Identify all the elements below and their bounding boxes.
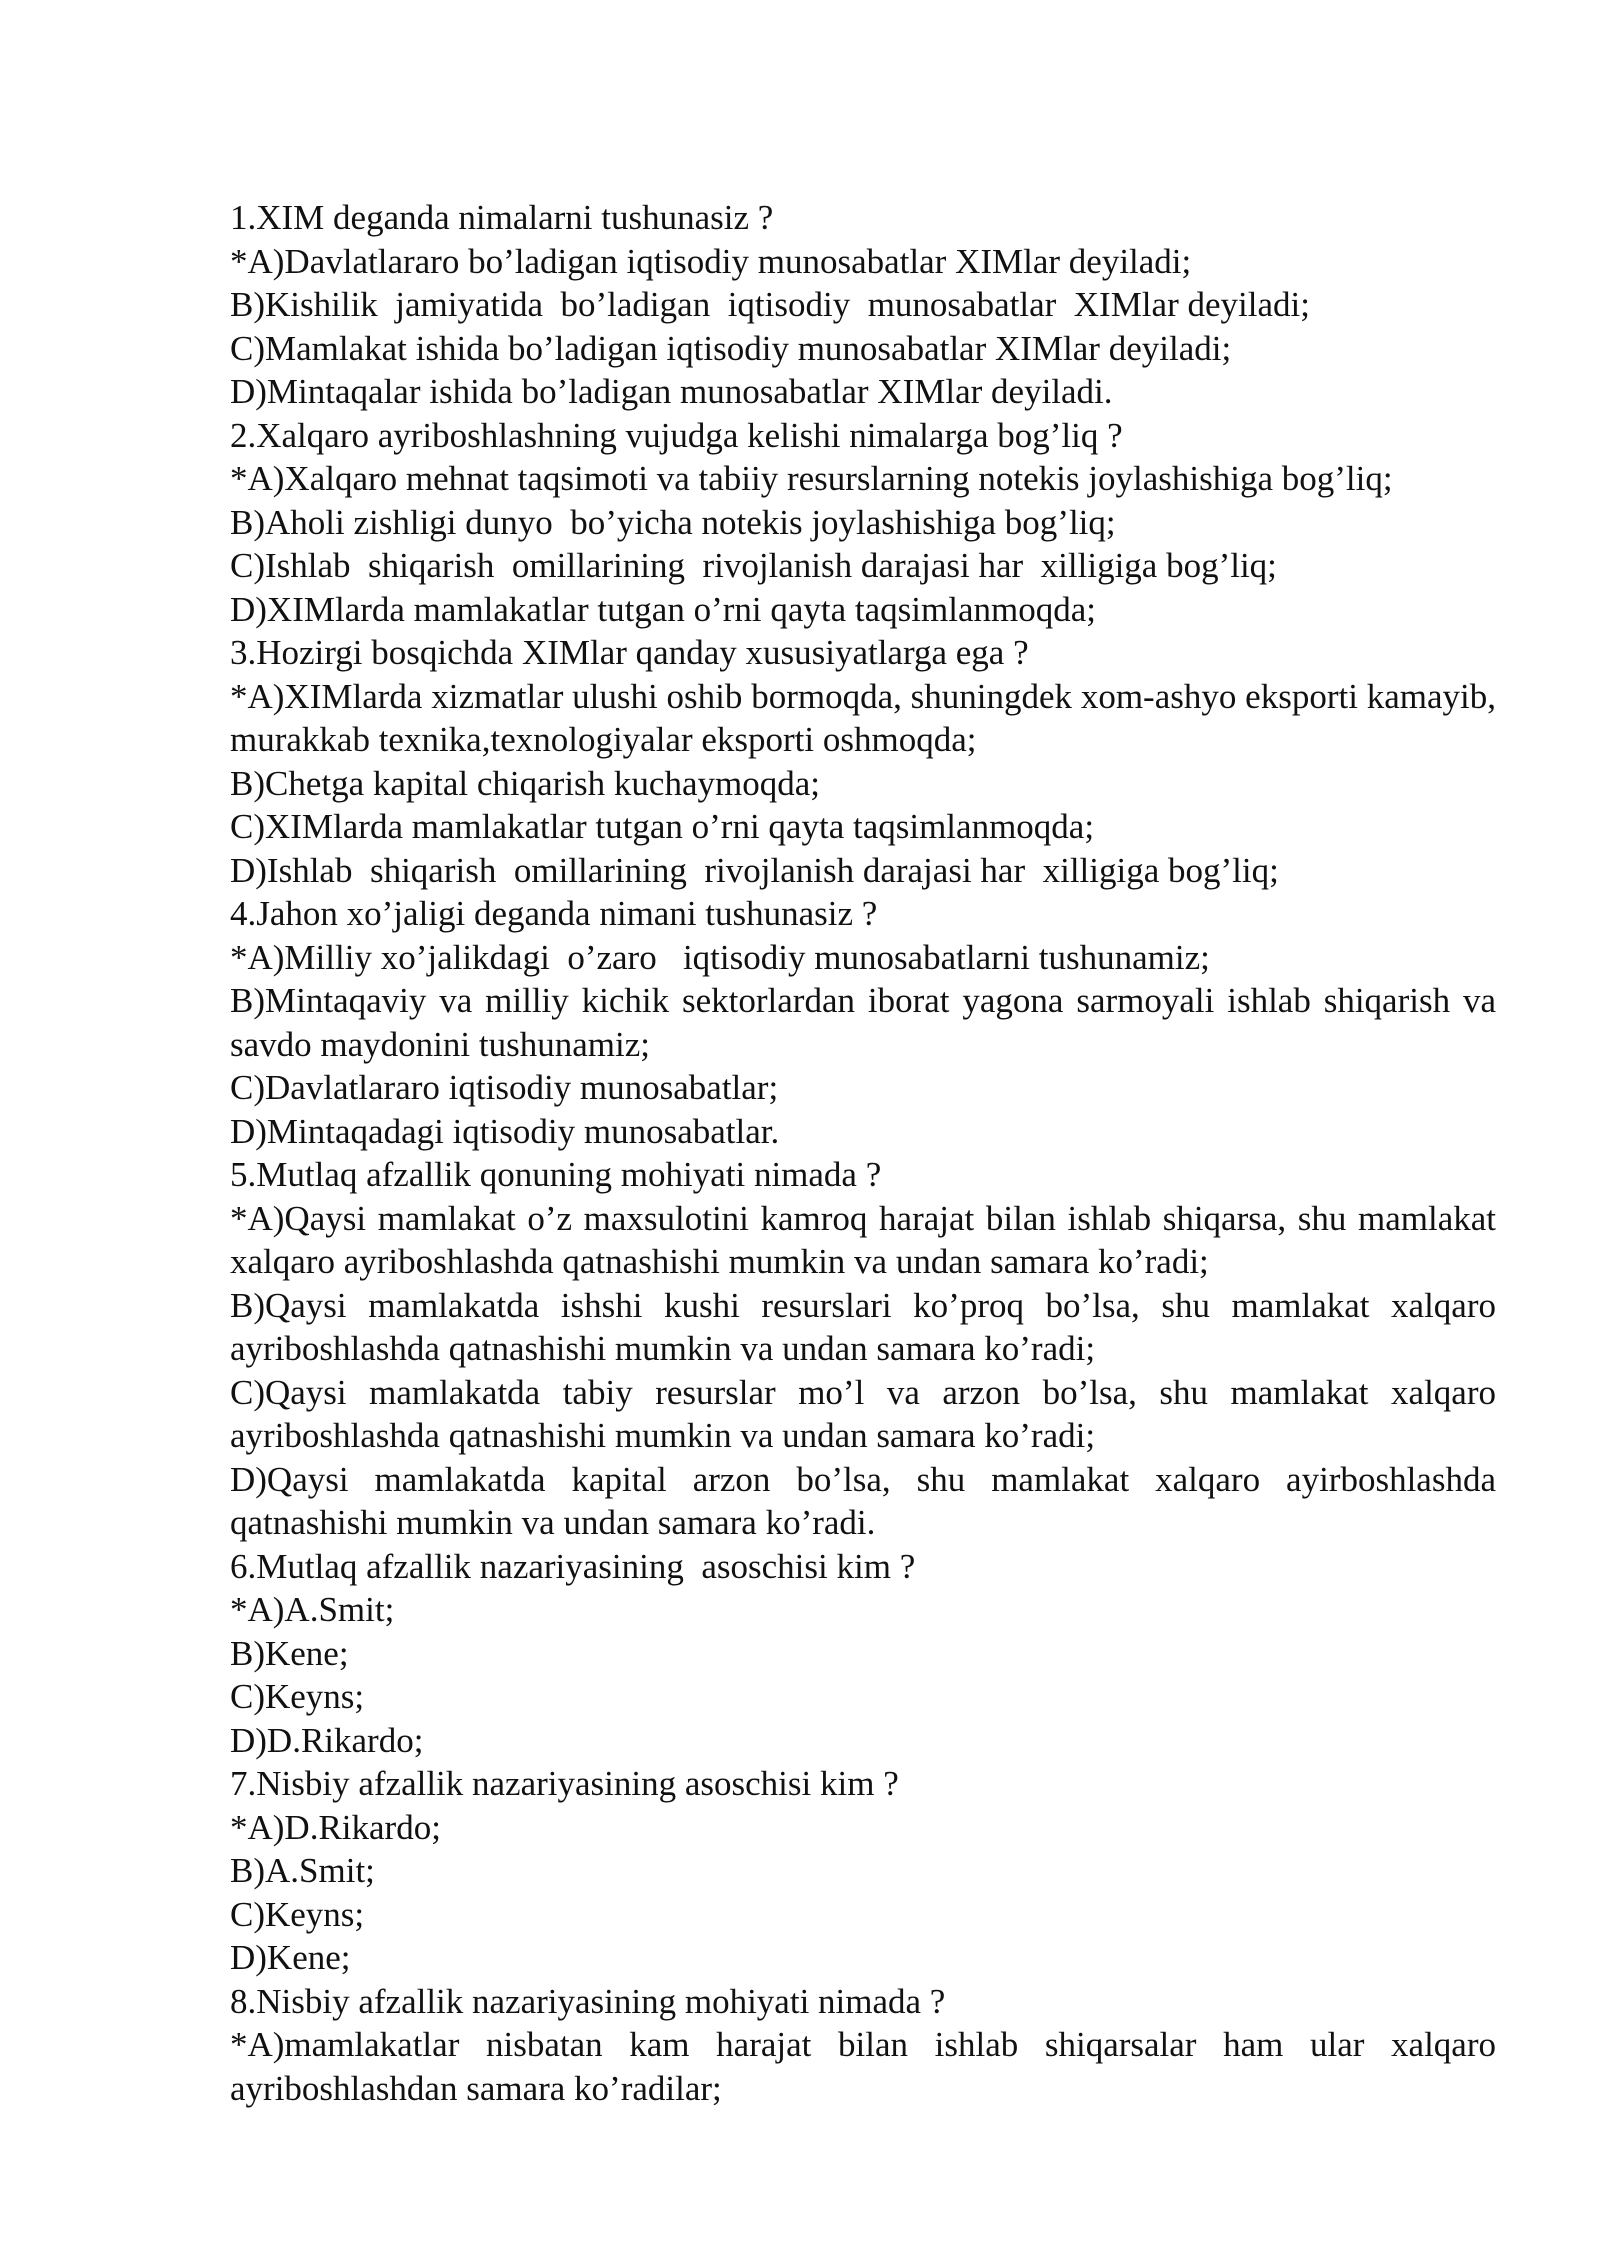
- question-text: 5.Mutlaq afzallik qonuning mohiyati nimada ?: [230, 1155, 882, 1194]
- answer-option: D)XIMlarda mamlakatlar tutgan o’rni qayta taqsimlanmoqda;: [230, 589, 1096, 629]
- answer-option: C)Keyns;: [230, 1894, 365, 1934]
- answer-option: *A)XIMlarda xizmatlar ulushi oshib bormoqda, shuningdek xom-ashyo eksporti kamayib, murakkab texnika,texnologiyalar eksporti oshmoqda;: [230, 676, 1496, 759]
- answer-option: D)Kene;: [230, 1938, 351, 1977]
- document-page: [230, 196, 1496, 2110]
- answer-option: D)Mintaqalar ishida bo’ladigan munosabatlar XIMlar deyiladi.: [230, 372, 1113, 411]
- answer-option: C)Qaysi mamlakatda tabiy resurslar mo’l va arzon bo’lsa, shu mamlakat xalqaro ayriboshlashda qatnashishi mumkin va undan samara ko’radi;: [230, 1372, 1496, 1455]
- answer-option: D)Mintaqadagi iqtisodiy munosabatlar.: [230, 1111, 780, 1151]
- answer-option: B)Chetga kapital chiqarish kuchaymoqda;: [230, 763, 820, 803]
- question-text: 6.Mutlaq afzallik nazariyasining asoschisi kim ?: [230, 1546, 916, 1586]
- answer-option: B)Kene;: [230, 1633, 349, 1673]
- answer-option: D)Ishlab shiqarish omillarining rivojlanish darajasi har xilligiga bog’liq;: [230, 850, 1279, 890]
- answer-option: *A)Davlatlararo bo’ladigan iqtisodiy munosabatlar XIMlar deyiladi;: [230, 241, 1192, 281]
- answer-option: D)D.Rikardo;: [230, 1720, 424, 1760]
- answer-option: *A)Milliy xo’jalikdagi o’zaro iqtisodiy munosabatlarni tushunamiz;: [230, 937, 1210, 977]
- answer-option: B)Kishilik jamiyatida bo’ladigan iqtisodiy munosabatlar XIMlar deyiladi;: [230, 285, 1310, 324]
- answer-option: *A)Qaysi mamlakat o’z maxsulotini kamroq harajat bilan ishlab shiqarsa, shu mamlakat xalqaro ayriboshlashda qatnashishi mumkin va undan samara ko’radi;: [230, 1198, 1496, 1281]
- question-text: 1.XIM deganda nimalarni tushunasiz ?: [230, 198, 774, 237]
- question-text: 8.Nisbiy afzallik nazariyasining mohiyati nimada ?: [230, 1981, 946, 2021]
- answer-option: *A)A.Smit;: [230, 1590, 395, 1629]
- question-text: 3.Hozirgi bosqichda XIMlar qanday xususiyatlarga ega ?: [230, 633, 1029, 672]
- answer-option: C)Davlatlararo iqtisodiy munosabatlar;: [230, 1068, 779, 1107]
- answer-option: B)Mintaqaviy va milliy kichik sektorlardan iborat yagona sarmoyali ishlab shiqarish va savdo maydonini tushunamiz;: [230, 981, 1496, 1064]
- answer-option: B)A.Smit;: [230, 1851, 375, 1890]
- answer-option: C)Keyns;: [230, 1677, 365, 1716]
- answer-option: C)Ishlab shiqarish omillarining rivojlanish darajasi har xilligiga bog’liq;: [230, 546, 1277, 585]
- answer-option: D)Qaysi mamlakatda kapital arzon bo’lsa, shu mamlakat xalqaro ayirboshlashda qatnashishi mumkin va undan samara ko’radi.: [230, 1459, 1496, 1542]
- answer-option: C)XIMlarda mamlakatlar tutgan o’rni qayta taqsimlanmoqda;: [230, 807, 1095, 846]
- answer-option: B)Aholi zishligi dunyo bo’yicha notekis joylashishiga bog’liq;: [230, 502, 1116, 542]
- answer-option: C)Mamlakat ishida bo’ladigan iqtisodiy munosabatlar XIMlar deyiladi;: [230, 328, 1232, 368]
- question-text: 4.Jahon xo’jaligi deganda nimani tushunasiz ?: [230, 894, 878, 933]
- question-text: 7.Nisbiy afzallik nazariyasining asoschisi kim ?: [230, 1764, 899, 1803]
- answer-option: *A)D.Rikardo;: [230, 1807, 441, 1847]
- answer-option: *A)Xalqaro mehnat taqsimoti va tabiiy resurslarning notekis joylashishiga bog’liq;: [230, 459, 1393, 498]
- answer-option: *A)mamlakatlar nisbatan kam harajat bilan ishlab shiqarsalar ham ular xalqaro ayriboshlashdan samara ko’radilar;: [230, 2025, 1496, 2108]
- answer-option: B)Qaysi mamlakatda ishshi kushi resurslari ko’proq bo’lsa, shu mamlakat xalqaro ayriboshlashda qatnashishi mumkin va undan samara ko’radi;: [230, 1285, 1496, 1368]
- question-text: 2.Xalqaro ayriboshlashning vujudga kelishi nimalarga bog’liq ?: [230, 415, 1123, 455]
